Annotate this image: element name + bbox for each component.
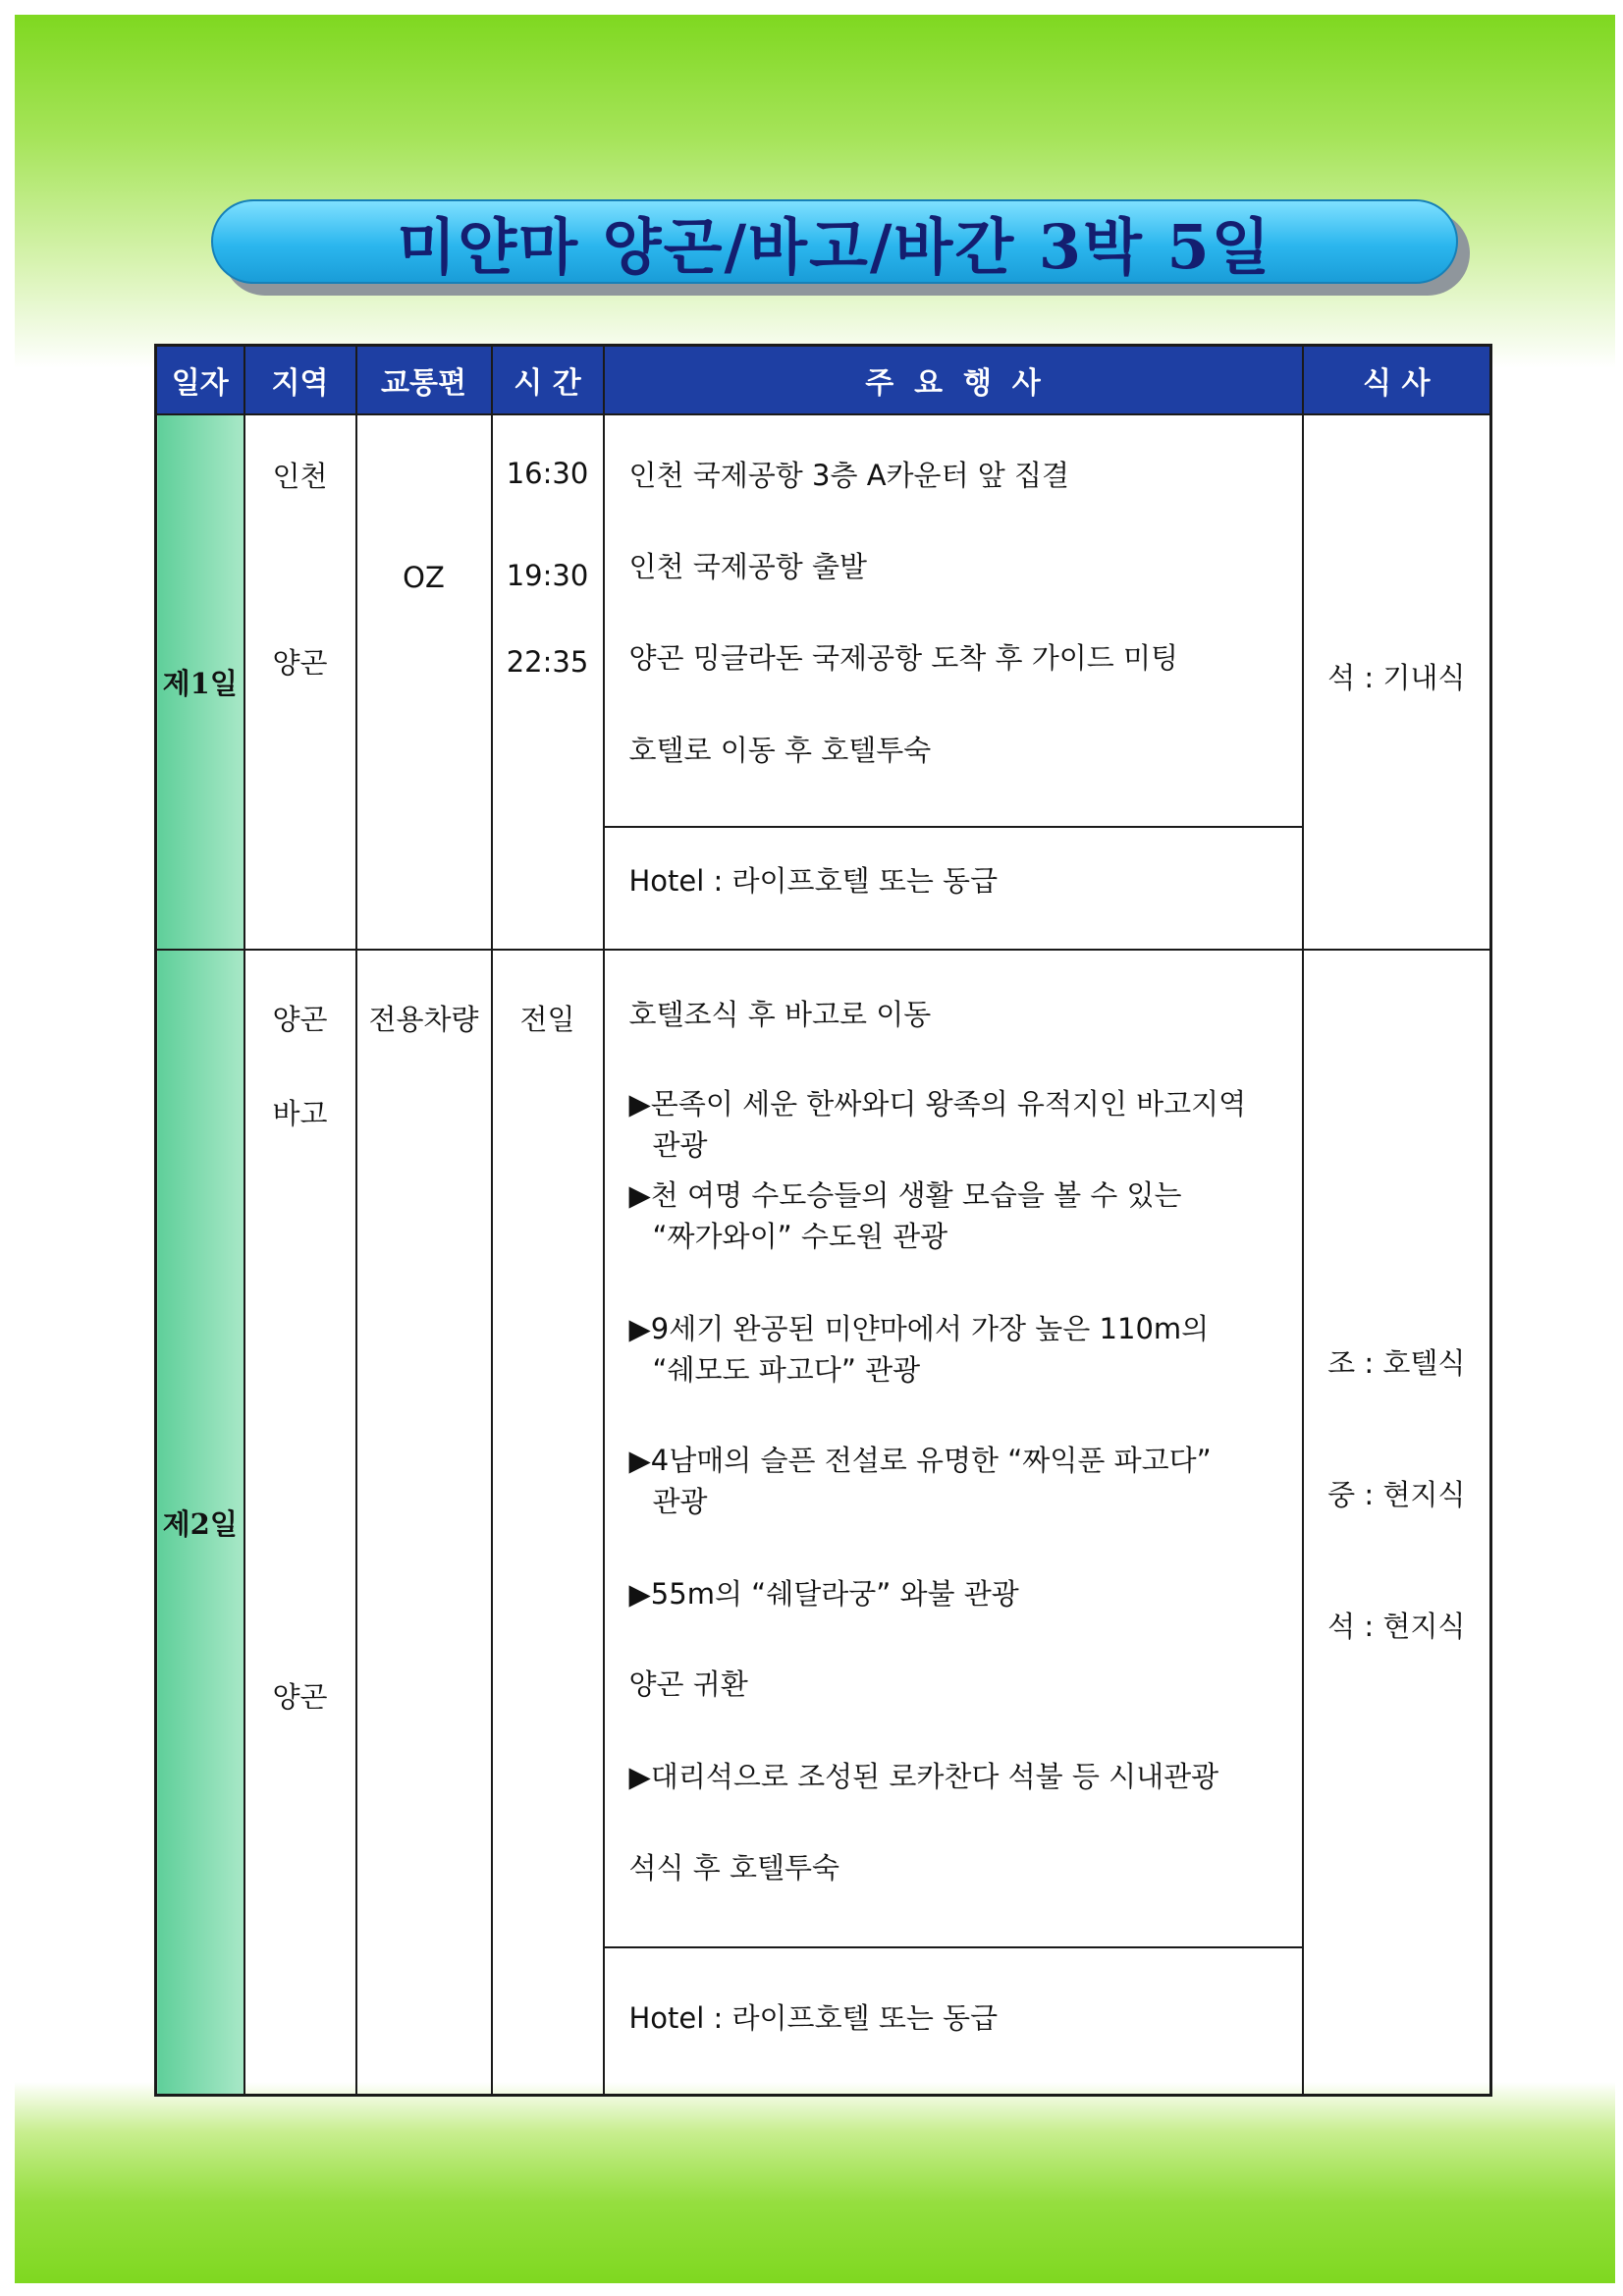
title-banner xyxy=(211,199,1458,284)
day2-label: 제2일 xyxy=(156,950,244,2096)
day2-region-3: 양곤 xyxy=(272,1680,328,1714)
day1-activity-2: 인천 국제공항 출발 xyxy=(628,550,868,583)
day1-label: 제1일 xyxy=(156,414,244,950)
day2-activity-6-main: ▶55m의 “쉐달라궁” 와불 관광 xyxy=(628,1577,1019,1611)
day1-region-1: 인천 xyxy=(272,460,328,493)
day2-time: 전일 xyxy=(519,1003,575,1036)
day2-region-cell xyxy=(244,950,356,2096)
day2-activity-4 xyxy=(629,1308,1292,1391)
day1-transport: OZ xyxy=(403,561,445,594)
day1-hotel-divider xyxy=(605,826,1302,828)
day2-activity-1-main: 호텔조식 후 바고로 이동 xyxy=(628,998,932,1031)
top-green-gradient xyxy=(15,15,1615,368)
day1-time-1: 16:30 xyxy=(506,457,589,490)
day2-activities-cell xyxy=(604,950,1303,2096)
day2-activity-4-sub: “쉐모도 파고다” 관광 xyxy=(652,1353,921,1387)
day2-activity-5 xyxy=(629,1440,1292,1522)
header-region: 지역 xyxy=(244,346,356,415)
day2-activity-8 xyxy=(629,1756,1292,1797)
day2-transport: 전용차량 xyxy=(368,1003,479,1036)
day2-activity-7 xyxy=(629,1664,1292,1705)
header-date: 일자 xyxy=(156,346,244,415)
day2-meals-cell xyxy=(1303,950,1491,2096)
day2-activity-3 xyxy=(629,1175,1292,1257)
day1-meal-1: 석 : 기내식 xyxy=(1327,661,1466,694)
day1-time-cell xyxy=(492,414,604,950)
header-transport: 교통편 xyxy=(356,346,492,415)
page-title: 미얀마 양곤/바고/바간 3박 5일 xyxy=(397,210,1272,283)
day1-time-2: 19:30 xyxy=(506,559,589,592)
itinerary-page xyxy=(15,15,1615,2283)
day2-transport-cell xyxy=(356,950,492,2096)
header-meals: 식 사 xyxy=(1303,346,1491,415)
day1-meals-cell xyxy=(1303,414,1491,950)
table-row-day1 xyxy=(156,414,1491,950)
day2-region-2: 바고 xyxy=(272,1097,328,1130)
day2-activity-3-sub: “짜가와이” 수도원 관광 xyxy=(652,1220,948,1253)
day2-activity-5-sub: 관광 xyxy=(652,1485,708,1518)
day2-region-1: 양곤 xyxy=(272,1003,328,1036)
day2-meal-lunch: 중 : 현지식 xyxy=(1327,1478,1466,1511)
day2-activity-8-main: ▶대리석으로 조성된 로카찬다 석불 등 시내관광 xyxy=(628,1760,1219,1793)
bottom-green-gradient xyxy=(15,2082,1615,2283)
day1-transport-cell xyxy=(356,414,492,950)
day2-meal-breakfast: 조 : 호텔식 xyxy=(1327,1346,1466,1380)
day2-time-cell xyxy=(492,950,604,2096)
header-activities: 주 요 행 사 xyxy=(604,346,1303,415)
itinerary-table xyxy=(154,344,1492,2097)
day2-activity-6 xyxy=(629,1573,1292,1614)
day1-hotel: Hotel : 라이프호텔 또는 동급 xyxy=(628,864,999,898)
day1-activity-4: 호텔로 이동 후 호텔투숙 xyxy=(628,734,932,767)
day2-activity-9 xyxy=(629,1847,1292,1888)
day1-region-2: 양곤 xyxy=(272,646,328,680)
day1-activity-3: 양곤 밍글라돈 국제공항 도착 후 가이드 미팅 xyxy=(628,641,1179,675)
day2-activity-9-main: 석식 후 호텔투숙 xyxy=(628,1851,840,1885)
table-header-row xyxy=(156,346,1491,415)
day2-hotel: Hotel : 라이프호텔 또는 동급 xyxy=(628,2001,999,2035)
day2-activity-7-main: 양곤 귀환 xyxy=(628,1667,748,1701)
day1-time-3: 22:35 xyxy=(506,645,589,679)
day2-activity-4-main: ▶9세기 완공된 미얀마에서 가장 높은 110m의 xyxy=(628,1312,1210,1345)
day2-hotel-divider xyxy=(605,1946,1302,1948)
table-row-day2 xyxy=(156,950,1491,2096)
day2-activity-2 xyxy=(629,1083,1292,1166)
header-time: 시 간 xyxy=(492,346,604,415)
day1-region-cell xyxy=(244,414,356,950)
day2-activity-2-main: ▶몬족이 세운 한싸와디 왕족의 유적지인 바고지역 xyxy=(628,1087,1247,1121)
day2-activity-1 xyxy=(629,994,1292,1035)
day1-activity-1: 인천 국제공항 3층 A카운터 앞 집결 xyxy=(628,459,1070,492)
day1-activities-cell xyxy=(604,414,1303,950)
day2-activity-2-sub: 관광 xyxy=(652,1128,708,1162)
day2-activity-3-main: ▶천 여명 수도승들의 생활 모습을 볼 수 있는 xyxy=(628,1178,1182,1212)
day2-meal-dinner: 석 : 현지식 xyxy=(1327,1610,1466,1643)
day2-activity-5-main: ▶4남매의 슬픈 전설로 유명한 “짜익푼 파고다” xyxy=(628,1444,1212,1477)
